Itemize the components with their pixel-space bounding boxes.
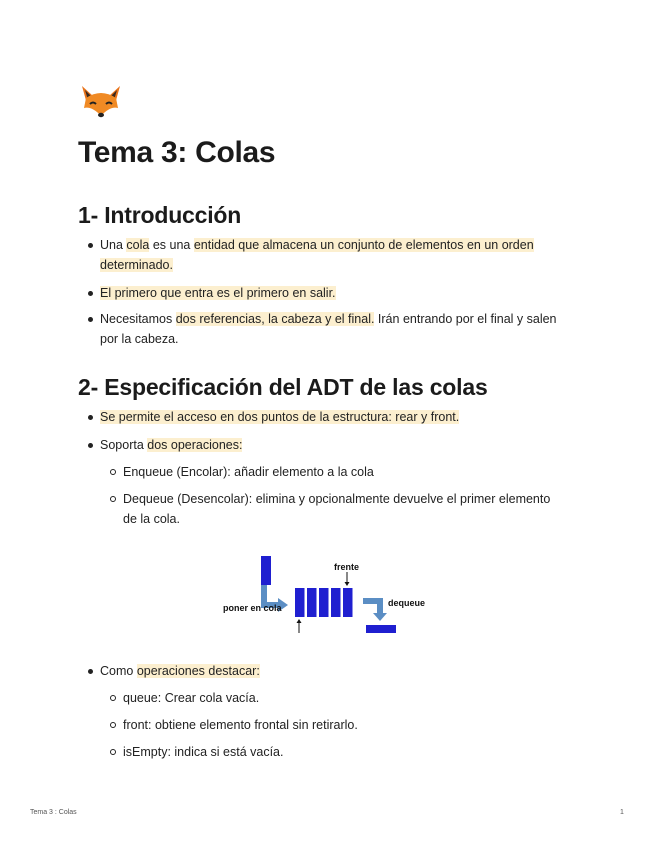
section-heading-introduccion: 1- Introducción — [78, 202, 242, 228]
label-poner-en-cola: poner en cola — [223, 603, 282, 613]
sub-bullet-item: Dequeue (Desencolar): elimina y opcionalmente devuelve el primer elemento de la cola. — [123, 490, 573, 529]
fox-emoji-icon — [78, 84, 124, 126]
bullet-item: Se permite el acceso en dos puntos de la estructura: rear y front. — [100, 408, 575, 428]
bullet-item: Como operaciones destacar: — [100, 662, 575, 682]
queue-cell — [295, 588, 305, 617]
label-frente: frente — [334, 562, 360, 572]
sub-bullet-item: queue: Crear cola vacía. — [123, 689, 573, 709]
bullet-item: Necesitamos dos referencias, la cabeza y el final. Irán entrando por el final y salen por la cabeza. — [100, 310, 575, 349]
dequeue-arrowhead-icon — [373, 613, 387, 621]
sub-bullet-item: front: obtiene elemento frontal sin retirarlo. — [123, 716, 573, 736]
enqueue-arrow-icon — [264, 585, 280, 605]
queue-cell — [331, 588, 341, 617]
queue-diagram — [220, 553, 435, 638]
label-dequeue: dequeue — [388, 598, 426, 608]
queue-elements — [295, 588, 353, 617]
incoming-element — [261, 556, 271, 585]
bullet-item: Una cola es una entidad que almacena un conjunto de elementos en un orden determinado. — [100, 236, 575, 275]
bullet-item: El primero que entra es el primero en salir. — [100, 284, 575, 304]
page-title: Tema 3: Colas — [78, 136, 276, 169]
page-number: 1 — [620, 809, 624, 816]
sub-bullet-item: isEmpty: indica si está vacía. — [123, 743, 573, 763]
footer-title: Tema 3 : Colas — [30, 809, 77, 816]
queue-cell — [307, 588, 317, 617]
bullet-item: Soporta dos operaciones: — [100, 436, 575, 456]
dequeue-arrow-icon — [363, 601, 380, 615]
queue-cell — [343, 588, 353, 617]
queue-cell — [319, 588, 329, 617]
removed-element — [366, 625, 396, 633]
section-heading-especificacion: 2- Especificación del ADT de las colas — [78, 374, 488, 400]
sub-bullet-item: Enqueue (Encolar): añadir elemento a la cola — [123, 463, 573, 483]
